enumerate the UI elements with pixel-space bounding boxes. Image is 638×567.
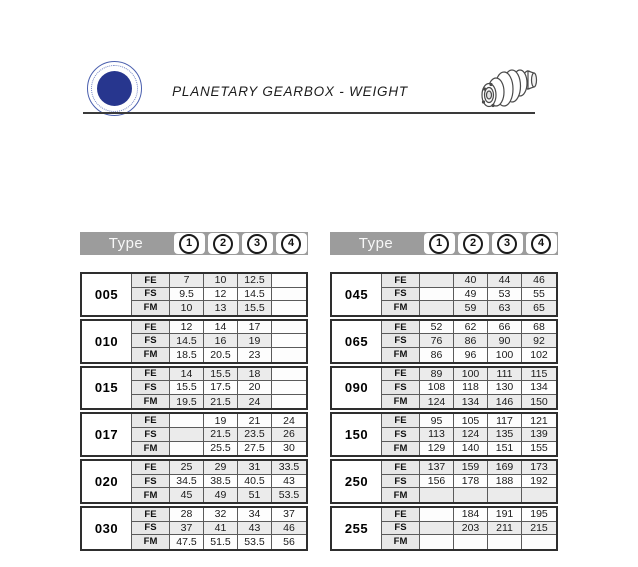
weight-value-cell: 86 <box>420 348 454 362</box>
type-block-255 <box>330 506 558 551</box>
weight-value-cell: 12 <box>170 321 204 335</box>
weight-value-cell: 129 <box>420 442 454 456</box>
weight-value-cell: 31 <box>238 461 272 475</box>
weight-value-cell: 21.5 <box>204 428 238 442</box>
variant-label-cell: FE <box>382 274 420 288</box>
weight-value-cell <box>170 414 204 428</box>
ratio-column-box <box>174 233 205 254</box>
weight-value-cell: 111 <box>488 368 522 382</box>
weight-value-cell: 24 <box>272 414 306 428</box>
type-cell: 010 <box>82 321 132 362</box>
ratio-column-slot <box>456 233 490 254</box>
table-header-bar-left <box>80 232 308 255</box>
variant-label-cell: FS <box>382 381 420 395</box>
ratio-column-slot <box>240 233 274 254</box>
weight-value-cell: 30 <box>272 442 306 456</box>
type-block-150 <box>330 412 558 457</box>
weight-value-cell <box>488 488 522 502</box>
weight-value-cell: 20.5 <box>204 348 238 362</box>
weight-value-cell: 55 <box>522 288 556 302</box>
weight-value-cell: 14 <box>170 368 204 382</box>
weight-value-cell: 59 <box>454 301 488 315</box>
variant-label-cell: FM <box>382 535 420 549</box>
type-cell: 005 <box>82 274 132 315</box>
weight-value-cell: 51.5 <box>204 535 238 549</box>
weight-value-cell <box>170 442 204 456</box>
type-column-header: Type <box>358 235 394 252</box>
weight-value-cell: 20 <box>238 381 272 395</box>
weight-value-cell: 62 <box>454 321 488 335</box>
variant-label-cell: FS <box>132 428 170 442</box>
ratio-2-badge: 2 <box>463 234 483 254</box>
weight-value-cell <box>272 301 306 315</box>
weight-value-cell <box>488 535 522 549</box>
variant-label-cell: FE <box>132 368 170 382</box>
weight-value-cell: 192 <box>522 475 556 489</box>
weight-value-cell: 146 <box>488 395 522 409</box>
ratio-4-badge: 4 <box>281 234 301 254</box>
ratio-3-badge: 3 <box>247 234 267 254</box>
weight-value-cell <box>420 508 454 522</box>
weight-value-cell <box>272 368 306 382</box>
variant-label-cell: FS <box>132 334 170 348</box>
weight-value-cell: 151 <box>488 442 522 456</box>
weight-value-cell: 24 <box>238 395 272 409</box>
weight-value-cell: 211 <box>488 522 522 536</box>
weight-value-cell: 66 <box>488 321 522 335</box>
ratio-column-box <box>424 233 455 254</box>
weight-value-cell: 49 <box>454 288 488 302</box>
type-block-250 <box>330 459 558 504</box>
type-block-045 <box>330 272 558 317</box>
weight-value-cell: 27.5 <box>238 442 272 456</box>
weight-value-cell: 10 <box>170 301 204 315</box>
weight-value-cell: 90 <box>488 334 522 348</box>
weight-value-cell: 56 <box>272 535 306 549</box>
variant-label-cell: FE <box>382 508 420 522</box>
weight-value-cell: 37 <box>170 522 204 536</box>
variant-label-cell: FM <box>382 488 420 502</box>
ratio-column-box <box>458 233 489 254</box>
weight-value-cell: 137 <box>420 461 454 475</box>
weight-value-cell: 65 <box>522 301 556 315</box>
header-divider <box>83 112 535 114</box>
weight-value-cell <box>454 535 488 549</box>
weight-value-cell: 25.5 <box>204 442 238 456</box>
weight-value-cell: 184 <box>454 508 488 522</box>
weight-value-cell: 52 <box>420 321 454 335</box>
weight-value-cell: 51 <box>238 488 272 502</box>
weight-value-cell <box>272 395 306 409</box>
weight-value-cell <box>420 522 454 536</box>
variant-label-cell: FM <box>132 442 170 456</box>
weight-value-cell: 14.5 <box>238 288 272 302</box>
weight-value-cell: 215 <box>522 522 556 536</box>
logo-disc <box>97 71 132 106</box>
weight-value-cell <box>170 428 204 442</box>
page-title: PLANETARY GEARBOX - WEIGHT <box>172 84 408 99</box>
weight-value-cell: 43 <box>238 522 272 536</box>
weight-value-cell: 155 <box>522 442 556 456</box>
type-block-015 <box>80 366 308 411</box>
type-cell: 255 <box>332 508 382 549</box>
weight-value-cell <box>272 274 306 288</box>
weight-value-cell: 89 <box>420 368 454 382</box>
ratio-column-slot <box>206 233 240 254</box>
variant-label-cell: FS <box>132 288 170 302</box>
weight-value-cell: 47.5 <box>170 535 204 549</box>
weight-value-cell: 46 <box>272 522 306 536</box>
weight-value-cell: 100 <box>488 348 522 362</box>
weight-value-cell: 15.5 <box>204 368 238 382</box>
ratio-2-badge: 2 <box>213 234 233 254</box>
type-cell: 017 <box>82 414 132 455</box>
type-cell: 150 <box>332 414 382 455</box>
weight-value-cell <box>420 488 454 502</box>
weight-value-cell: 130 <box>488 381 522 395</box>
type-cell: 015 <box>82 368 132 409</box>
weight-value-cell: 44 <box>488 274 522 288</box>
weight-value-cell: 159 <box>454 461 488 475</box>
weight-value-cell: 118 <box>454 381 488 395</box>
weight-value-cell: 108 <box>420 381 454 395</box>
weight-value-cell <box>272 321 306 335</box>
weight-value-cell: 68 <box>522 321 556 335</box>
type-block-017 <box>80 412 308 457</box>
weight-value-cell: 34 <box>238 508 272 522</box>
weight-value-cell: 9.5 <box>170 288 204 302</box>
type-block-090 <box>330 366 558 411</box>
ratio-4-badge: 4 <box>531 234 551 254</box>
type-column-header: Type <box>108 235 144 252</box>
weight-value-cell <box>420 288 454 302</box>
weight-value-cell <box>420 274 454 288</box>
ratio-column-box <box>492 233 523 254</box>
variant-label-cell: FM <box>382 348 420 362</box>
weight-value-cell: 195 <box>522 508 556 522</box>
weight-value-cell <box>454 488 488 502</box>
weight-value-cell: 139 <box>522 428 556 442</box>
type-block-005 <box>80 272 308 317</box>
weight-value-cell: 26 <box>272 428 306 442</box>
weight-value-cell: 53.5 <box>238 535 272 549</box>
weight-value-cell <box>272 288 306 302</box>
ratio-column-slot <box>422 233 456 254</box>
weight-value-cell: 38.5 <box>204 475 238 489</box>
variant-label-cell: FM <box>132 488 170 502</box>
variant-label-cell: FE <box>132 274 170 288</box>
ratio-column-slot <box>490 233 524 254</box>
ratio-column-slot <box>524 233 558 254</box>
weight-value-cell: 7 <box>170 274 204 288</box>
weight-value-cell: 173 <box>522 461 556 475</box>
weight-value-cell <box>522 488 556 502</box>
weight-value-cell: 15.5 <box>170 381 204 395</box>
weight-value-cell: 115 <box>522 368 556 382</box>
table-header-bar-right <box>330 232 558 255</box>
weight-value-cell: 95 <box>420 414 454 428</box>
type-cell: 065 <box>332 321 382 362</box>
weight-table-left <box>80 232 308 551</box>
weight-value-cell: 134 <box>454 395 488 409</box>
weight-value-cell: 169 <box>488 461 522 475</box>
weight-value-cell: 17 <box>238 321 272 335</box>
variant-label-cell: FM <box>132 348 170 362</box>
weight-value-cell <box>420 301 454 315</box>
weight-value-cell: 140 <box>454 442 488 456</box>
weight-value-cell: 134 <box>522 381 556 395</box>
ratio-1-badge: 1 <box>179 234 199 254</box>
type-block-030 <box>80 506 308 551</box>
weight-value-cell: 53.5 <box>272 488 306 502</box>
weight-value-cell: 12.5 <box>238 274 272 288</box>
weight-value-cell: 188 <box>488 475 522 489</box>
weight-value-cell: 19.5 <box>170 395 204 409</box>
variant-label-cell: FM <box>382 395 420 409</box>
ratio-column-box <box>526 233 557 254</box>
weight-value-cell: 14.5 <box>170 334 204 348</box>
variant-label-cell: FS <box>132 522 170 536</box>
ratio-3-badge: 3 <box>497 234 517 254</box>
variant-label-cell: FM <box>382 301 420 315</box>
weight-value-cell: 203 <box>454 522 488 536</box>
type-block-010 <box>80 319 308 364</box>
logo-text-ring <box>91 65 138 112</box>
weight-value-cell: 37 <box>272 508 306 522</box>
ratio-column-slot <box>172 233 206 254</box>
weight-value-cell <box>272 348 306 362</box>
variant-label-cell: FS <box>382 334 420 348</box>
weight-value-cell: 12 <box>204 288 238 302</box>
weight-value-cell: 21.5 <box>204 395 238 409</box>
variant-label-cell: FE <box>382 414 420 428</box>
weight-value-cell: 102 <box>522 348 556 362</box>
type-cell: 090 <box>332 368 382 409</box>
type-cell: 030 <box>82 508 132 549</box>
weight-value-cell: 178 <box>454 475 488 489</box>
weight-value-cell: 21 <box>238 414 272 428</box>
weight-value-cell: 191 <box>488 508 522 522</box>
weight-value-cell: 17.5 <box>204 381 238 395</box>
type-cell: 045 <box>332 274 382 315</box>
weight-value-cell: 32 <box>204 508 238 522</box>
table-body-left <box>80 272 308 551</box>
type-block-065 <box>330 319 558 364</box>
weight-value-cell: 76 <box>420 334 454 348</box>
weight-value-cell: 117 <box>488 414 522 428</box>
weight-value-cell: 29 <box>204 461 238 475</box>
company-seal-logo <box>87 61 142 116</box>
weight-value-cell: 63 <box>488 301 522 315</box>
weight-value-cell: 53 <box>488 288 522 302</box>
weight-value-cell: 14 <box>204 321 238 335</box>
ratio-column-slot <box>274 233 308 254</box>
weight-value-cell: 43 <box>272 475 306 489</box>
weight-value-cell: 18.5 <box>170 348 204 362</box>
weight-value-cell: 23.5 <box>238 428 272 442</box>
variant-label-cell: FS <box>382 522 420 536</box>
weight-value-cell: 113 <box>420 428 454 442</box>
variant-label-cell: FE <box>132 414 170 428</box>
weight-value-cell <box>272 381 306 395</box>
table-body-right <box>330 272 558 551</box>
weight-value-cell <box>420 535 454 549</box>
weight-value-cell <box>272 334 306 348</box>
weight-value-cell: 10 <box>204 274 238 288</box>
weight-value-cell: 86 <box>454 334 488 348</box>
variant-label-cell: FE <box>132 321 170 335</box>
ratio-column-box <box>242 233 273 254</box>
weight-value-cell: 41 <box>204 522 238 536</box>
ratio-column-box <box>276 233 307 254</box>
type-cell: 250 <box>332 461 382 502</box>
weight-value-cell: 156 <box>420 475 454 489</box>
weight-value-cell: 49 <box>204 488 238 502</box>
weight-value-cell: 40.5 <box>238 475 272 489</box>
weight-value-cell: 92 <box>522 334 556 348</box>
variant-label-cell: FE <box>382 321 420 335</box>
variant-label-cell: FS <box>382 288 420 302</box>
weight-value-cell: 121 <box>522 414 556 428</box>
variant-label-cell: FE <box>382 368 420 382</box>
weight-value-cell: 13 <box>204 301 238 315</box>
variant-label-cell: FS <box>382 428 420 442</box>
weight-value-cell: 124 <box>420 395 454 409</box>
variant-label-cell: FM <box>132 395 170 409</box>
variant-label-cell: FM <box>132 301 170 315</box>
weight-value-cell: 16 <box>204 334 238 348</box>
type-cell: 020 <box>82 461 132 502</box>
ratio-column-box <box>208 233 239 254</box>
variant-label-cell: FS <box>132 475 170 489</box>
variant-label-cell: FS <box>132 381 170 395</box>
weight-value-cell: 19 <box>204 414 238 428</box>
type-block-020 <box>80 459 308 504</box>
weight-value-cell: 135 <box>488 428 522 442</box>
weight-value-cell: 105 <box>454 414 488 428</box>
weight-value-cell: 15.5 <box>238 301 272 315</box>
weight-value-cell: 40 <box>454 274 488 288</box>
weight-value-cell: 96 <box>454 348 488 362</box>
variant-label-cell: FE <box>132 508 170 522</box>
weight-value-cell: 34.5 <box>170 475 204 489</box>
weight-value-cell <box>522 535 556 549</box>
weight-value-cell: 28 <box>170 508 204 522</box>
ratio-1-badge: 1 <box>429 234 449 254</box>
weight-value-cell: 25 <box>170 461 204 475</box>
weight-value-cell: 33.5 <box>272 461 306 475</box>
variant-label-cell: FS <box>382 475 420 489</box>
variant-label-cell: FE <box>132 461 170 475</box>
weight-value-cell: 19 <box>238 334 272 348</box>
weight-value-cell: 124 <box>454 428 488 442</box>
weight-value-cell: 46 <box>522 274 556 288</box>
weight-value-cell: 18 <box>238 368 272 382</box>
weight-value-cell: 150 <box>522 395 556 409</box>
variant-label-cell: FE <box>382 461 420 475</box>
variant-label-cell: FM <box>132 535 170 549</box>
weight-value-cell: 45 <box>170 488 204 502</box>
weight-value-cell: 100 <box>454 368 488 382</box>
weight-table-right <box>330 232 558 551</box>
weight-value-cell: 23 <box>238 348 272 362</box>
variant-label-cell: FM <box>382 442 420 456</box>
